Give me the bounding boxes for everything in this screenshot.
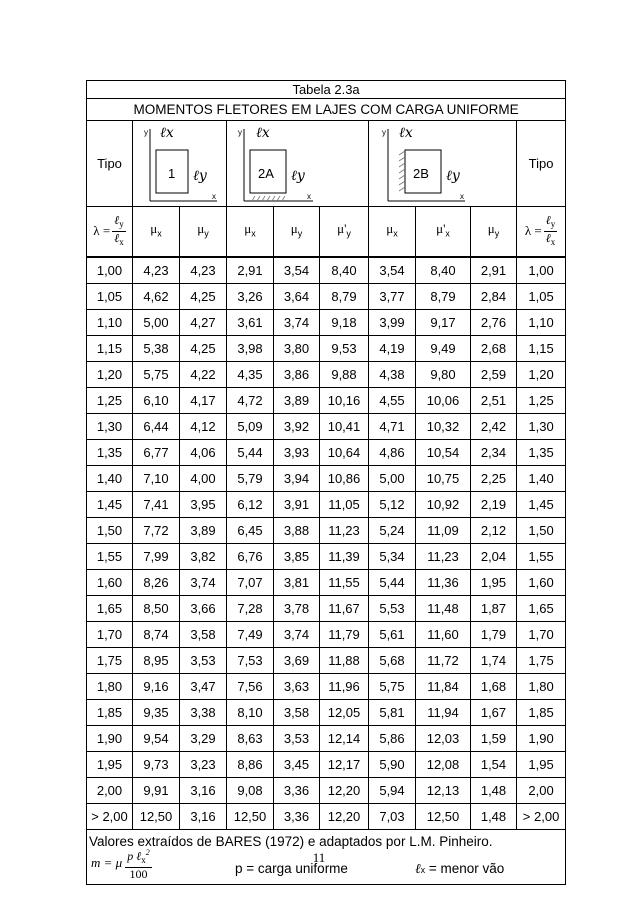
table-cell: 1,35 [517,439,566,465]
table-cell: 2,12 [471,517,517,543]
table-cell: 1,10 [517,309,566,335]
table-row [87,283,566,309]
table-cell: 2,42 [471,413,517,439]
table-cell: 2,68 [471,335,517,361]
table-cell: 1,00 [87,257,133,284]
slab-type-2b-icon [369,121,517,203]
table-cell: 9,80 [416,361,471,387]
table-cell: 5,09 [227,413,274,439]
table-row [87,699,566,725]
slab-type-2a-icon [227,121,369,203]
table-cell: 3,95 [180,491,227,517]
table-cell: 5,00 [369,465,416,491]
table-cell: 3,63 [274,673,320,699]
table-cell: 7,10 [133,465,180,491]
type-2a-diagram [227,121,369,207]
table-cell: 1,95 [517,751,566,777]
table-cell: 1,80 [87,673,133,699]
table-cell: 1,45 [87,491,133,517]
table-cell: 5,24 [369,517,416,543]
table-cell: 11,72 [416,647,471,673]
table-cell: 2,00 [517,777,566,803]
table-cell: 5,81 [369,699,416,725]
table-row [87,647,566,673]
table-cell: 12,13 [416,777,471,803]
table-cell: 4,35 [227,361,274,387]
table-cell: 6,45 [227,517,274,543]
table-cell: 5,79 [227,465,274,491]
table-cell: 9,08 [227,777,274,803]
col-header: $\mu_y$ [274,207,320,257]
table-cell: 8,86 [227,751,274,777]
table-row [87,725,566,751]
table-cell: 12,50 [133,803,180,829]
table-cell: 9,54 [133,725,180,751]
table-cell: 5,12 [369,491,416,517]
table-cell: 4,06 [180,439,227,465]
type-2b-diagram [369,121,517,207]
table-cell: 6,12 [227,491,274,517]
table-cell: 3,53 [180,647,227,673]
table-cell: 1,30 [517,413,566,439]
table-cell: 12,20 [320,777,369,803]
table-cell: 3,58 [274,699,320,725]
table-cell: 3,89 [274,387,320,413]
table-cell: 3,74 [274,309,320,335]
span-note: ℓx = menor vão [415,860,505,876]
lx-label: ℓx [256,125,270,141]
table-cell: 3,89 [180,517,227,543]
table-cell: 5,00 [133,309,180,335]
table-cell: 5,44 [369,569,416,595]
table-cell: 3,54 [369,257,416,284]
table-cell: 2,04 [471,543,517,569]
ly-label: ℓy [446,168,460,184]
table-row [87,439,566,465]
table-cell: 1,25 [517,387,566,413]
table-cell: 4,55 [369,387,416,413]
type-label: 2B [413,166,429,181]
table-cell: 11,96 [320,673,369,699]
table-cell: 12,17 [320,751,369,777]
table-row [87,387,566,413]
table-cell: 1,65 [517,595,566,621]
table-cell: 1,67 [471,699,517,725]
table-cell: 9,73 [133,751,180,777]
table-cell: 1,87 [471,595,517,621]
table-cell: 5,94 [369,777,416,803]
table-cell: 9,88 [320,361,369,387]
table-cell: 2,25 [471,465,517,491]
table-cell: 8,95 [133,647,180,673]
table-cell: 4,72 [227,387,274,413]
table-cell: 11,48 [416,595,471,621]
table-cell: 8,40 [320,257,369,284]
table-cell: 6,77 [133,439,180,465]
table-cell: 11,09 [416,517,471,543]
table-cell: 1,48 [471,777,517,803]
table-heading: MOMENTOS FLETORES EM LAJES COM CARGA UNIFORME [87,99,566,121]
table-cell: 1,55 [517,543,566,569]
table-cell: 2,51 [471,387,517,413]
table-cell: 10,86 [320,465,369,491]
table-cell: 3,99 [369,309,416,335]
table-cell: 9,17 [416,309,471,335]
table-row [87,517,566,543]
table-cell: 1,60 [517,569,566,595]
table-row [87,257,566,284]
table-cell: 1,20 [87,361,133,387]
table-cell: 2,91 [471,257,517,284]
table-cell: 3,69 [274,647,320,673]
table-cell: 1,95 [87,751,133,777]
table-cell: 3,47 [180,673,227,699]
moments-table [86,80,566,885]
table-cell: 2,34 [471,439,517,465]
table-cell: 8,79 [320,283,369,309]
table-cell: 9,16 [133,673,180,699]
table-cell: 10,41 [320,413,369,439]
table-cell: 3,82 [180,543,227,569]
table-cell: 4,17 [180,387,227,413]
table-cell: 3,85 [274,543,320,569]
table-cell: 4,12 [180,413,227,439]
table-cell: 5,53 [369,595,416,621]
table-row [87,491,566,517]
table-cell: 7,49 [227,621,274,647]
table-cell: 8,79 [416,283,471,309]
table-cell: 11,23 [416,543,471,569]
table-cell: 10,64 [320,439,369,465]
table-cell: 1,35 [87,439,133,465]
table-cell: 3,16 [180,777,227,803]
table-cell: 11,36 [416,569,471,595]
table-cell: 11,23 [320,517,369,543]
table-cell: 4,22 [180,361,227,387]
table-cell: 10,32 [416,413,471,439]
table-cell: 3,66 [180,595,227,621]
axis-y-label: y [144,128,148,137]
table-cell: 3,36 [274,777,320,803]
table-cell: 11,05 [320,491,369,517]
lambda-symbol: λ = [93,223,111,239]
table-cell: 4,23 [180,257,227,284]
table-row [87,413,566,439]
table-cell: 4,19 [369,335,416,361]
col-header: $\mu'_x$ [416,207,471,257]
lambda-header-right: λ = $\frac{\ell_y}{\ell_x}$ [517,207,566,257]
table-cell: 3,91 [274,491,320,517]
table-cell: 9,18 [320,309,369,335]
col-header: $\mu_y$ [471,207,517,257]
table-cell: 1,79 [471,621,517,647]
axis-y-label: y [238,128,242,137]
table-cell: 11,94 [416,699,471,725]
col-header: $\mu_x$ [133,207,180,257]
table-cell: 10,75 [416,465,471,491]
table-cell: 1,15 [87,335,133,361]
table-cell: 1,60 [87,569,133,595]
table-cell: 1,90 [87,725,133,751]
table-cell: 3,16 [180,803,227,829]
table-cell: 4,23 [133,257,180,284]
table-cell: 1,68 [471,673,517,699]
table-cell: 11,55 [320,569,369,595]
table-cell: 3,81 [274,569,320,595]
table-cell: 7,72 [133,517,180,543]
table-cell: 1,10 [87,309,133,335]
table-cell: 6,44 [133,413,180,439]
table-cell: 10,16 [320,387,369,413]
table-cell: 3,86 [274,361,320,387]
lx-label: ℓx [399,125,413,141]
table-cell: 12,20 [320,803,369,829]
ly-label: ℓy [193,168,207,184]
table-title: Tabela 2.3a [87,81,566,99]
table-cell: 1,70 [87,621,133,647]
table-cell: 7,28 [227,595,274,621]
table-cell: 4,62 [133,283,180,309]
table-cell: 5,38 [133,335,180,361]
table-cell: 11,84 [416,673,471,699]
table-cell: 1,59 [471,725,517,751]
table-cell: 4,38 [369,361,416,387]
axis-x-label: x [212,192,216,201]
table-row [87,309,566,335]
table-cell: 1,95 [471,569,517,595]
table-cell: 4,25 [180,335,227,361]
col-header: $\mu'_y$ [320,207,369,257]
table-cell: 3,88 [274,517,320,543]
table-cell: 7,41 [133,491,180,517]
table-cell: 1,15 [517,335,566,361]
tipo-label-left: Tipo [87,121,133,207]
table-cell: 1,05 [517,283,566,309]
table-cell: 1,85 [517,699,566,725]
table-row [87,595,566,621]
table-cell: 1,45 [517,491,566,517]
table-cell: 1,40 [87,465,133,491]
table-cell: 3,23 [180,751,227,777]
table-cell: 5,90 [369,751,416,777]
table-cell: 7,53 [227,647,274,673]
table-cell: 10,54 [416,439,471,465]
table-row [87,335,566,361]
table-cell: 9,49 [416,335,471,361]
table-cell: 1,30 [87,413,133,439]
table-cell: 2,91 [227,257,274,284]
table-cell: 4,25 [180,283,227,309]
table-cell: 3,74 [180,569,227,595]
table-cell: 10,92 [416,491,471,517]
table-row [87,751,566,777]
table-cell: 3,53 [274,725,320,751]
type-label: 2A [258,166,274,181]
table-row [87,673,566,699]
table-cell: 2,19 [471,491,517,517]
table-cell: 3,92 [274,413,320,439]
table-cell: 2,00 [87,777,133,803]
table-row [87,803,566,829]
table-cell: 3,26 [227,283,274,309]
table-cell: 3,94 [274,465,320,491]
table-cell: 5,75 [369,673,416,699]
table-cell: 1,85 [87,699,133,725]
table-cell: 4,27 [180,309,227,335]
col-header: $\mu_x$ [369,207,416,257]
table-cell: 1,40 [517,465,566,491]
table-row [87,543,566,569]
axis-x-label: x [460,192,464,201]
table-cell: 1,74 [471,647,517,673]
table-cell: 2,59 [471,361,517,387]
moment-formula: m = μ $\frac{p \ell_x^2}{100}$ [91,847,150,881]
table-row [87,465,566,491]
table-cell: 3,78 [274,595,320,621]
table-cell: 1,65 [87,595,133,621]
load-note: p = carga uniforme [235,860,348,876]
table-cell: 10,06 [416,387,471,413]
table-cell: 3,36 [274,803,320,829]
slab-type-1-icon [133,121,227,203]
table-cell: 6,76 [227,543,274,569]
table-cell: 9,53 [320,335,369,361]
axis-y-label: y [382,128,386,137]
table-cell: 3,38 [180,699,227,725]
lx-label: ℓx [160,125,174,141]
col-header: $\mu_y$ [180,207,227,257]
table-cell: 8,26 [133,569,180,595]
table-cell: 3,80 [274,335,320,361]
table-cell: 12,08 [416,751,471,777]
table-cell: 12,50 [416,803,471,829]
table-cell: 5,68 [369,647,416,673]
table-cell: 3,58 [180,621,227,647]
table-cell: 3,98 [227,335,274,361]
table-cell: 5,34 [369,543,416,569]
tipo-label-right: Tipo [517,121,566,207]
table-cell: > 2,00 [517,803,566,829]
table-row [87,777,566,803]
type-1-diagram [133,121,227,207]
table-cell: 7,07 [227,569,274,595]
axis-x-label: x [307,192,311,201]
table-cell: 12,14 [320,725,369,751]
table-cell: 3,45 [274,751,320,777]
table-cell: 6,10 [133,387,180,413]
table-cell: 3,64 [274,283,320,309]
table-cell: 1,50 [87,517,133,543]
table-cell: 4,86 [369,439,416,465]
table-cell: 3,74 [274,621,320,647]
table-cell: 12,50 [227,803,274,829]
col-header: $\mu_x$ [227,207,274,257]
table-cell: 1,54 [471,751,517,777]
table-cell: 11,39 [320,543,369,569]
table-row [87,569,566,595]
table-cell: 8,74 [133,621,180,647]
table-cell: 5,75 [133,361,180,387]
table-cell: 5,44 [227,439,274,465]
table-cell: 5,86 [369,725,416,751]
table-cell: 4,00 [180,465,227,491]
table-row [87,621,566,647]
table-cell: 3,61 [227,309,274,335]
table-cell: 3,77 [369,283,416,309]
table-cell: 8,50 [133,595,180,621]
table-cell: 2,84 [471,283,517,309]
table-cell: 1,00 [517,257,566,284]
table-cell: 4,71 [369,413,416,439]
lambda-header-left: λ = $\frac{\ell_y}{\ell_x}$ [87,207,133,257]
table-cell: 9,35 [133,699,180,725]
table-cell: 2,76 [471,309,517,335]
table-cell: 1,70 [517,621,566,647]
table-cell: 8,40 [416,257,471,284]
table-cell: 11,67 [320,595,369,621]
type-label: 1 [168,166,176,181]
table-cell: 1,55 [87,543,133,569]
ly-label: ℓy [291,168,305,184]
table-cell: > 2,00 [87,803,133,829]
table-cell: 8,63 [227,725,274,751]
table-cell: 1,20 [517,361,566,387]
table-cell: 3,54 [274,257,320,284]
table-cell: 11,60 [416,621,471,647]
source-note: Valores extraídos de BARES (1972) e adaptados por L.M. Pinheiro. [87,829,566,854]
table-cell: 9,91 [133,777,180,803]
table-cell: 12,05 [320,699,369,725]
table-cell: 3,29 [180,725,227,751]
table-cell: 7,56 [227,673,274,699]
table-cell: 7,03 [369,803,416,829]
table-cell: 12,03 [416,725,471,751]
table-cell: 1,05 [87,283,133,309]
table-row [87,361,566,387]
table-cell: 1,80 [517,673,566,699]
table-cell: 1,75 [87,647,133,673]
page-number: 11 [312,850,326,865]
table-cell: 11,79 [320,621,369,647]
table-cell: 8,10 [227,699,274,725]
table-cell: 5,61 [369,621,416,647]
table-cell: 1,90 [517,725,566,751]
table-cell: 3,93 [274,439,320,465]
table-cell: 11,88 [320,647,369,673]
table-cell: 1,48 [471,803,517,829]
table-cell: 1,50 [517,517,566,543]
table-cell: 1,25 [87,387,133,413]
table-cell: 1,75 [517,647,566,673]
table-cell: 7,99 [133,543,180,569]
